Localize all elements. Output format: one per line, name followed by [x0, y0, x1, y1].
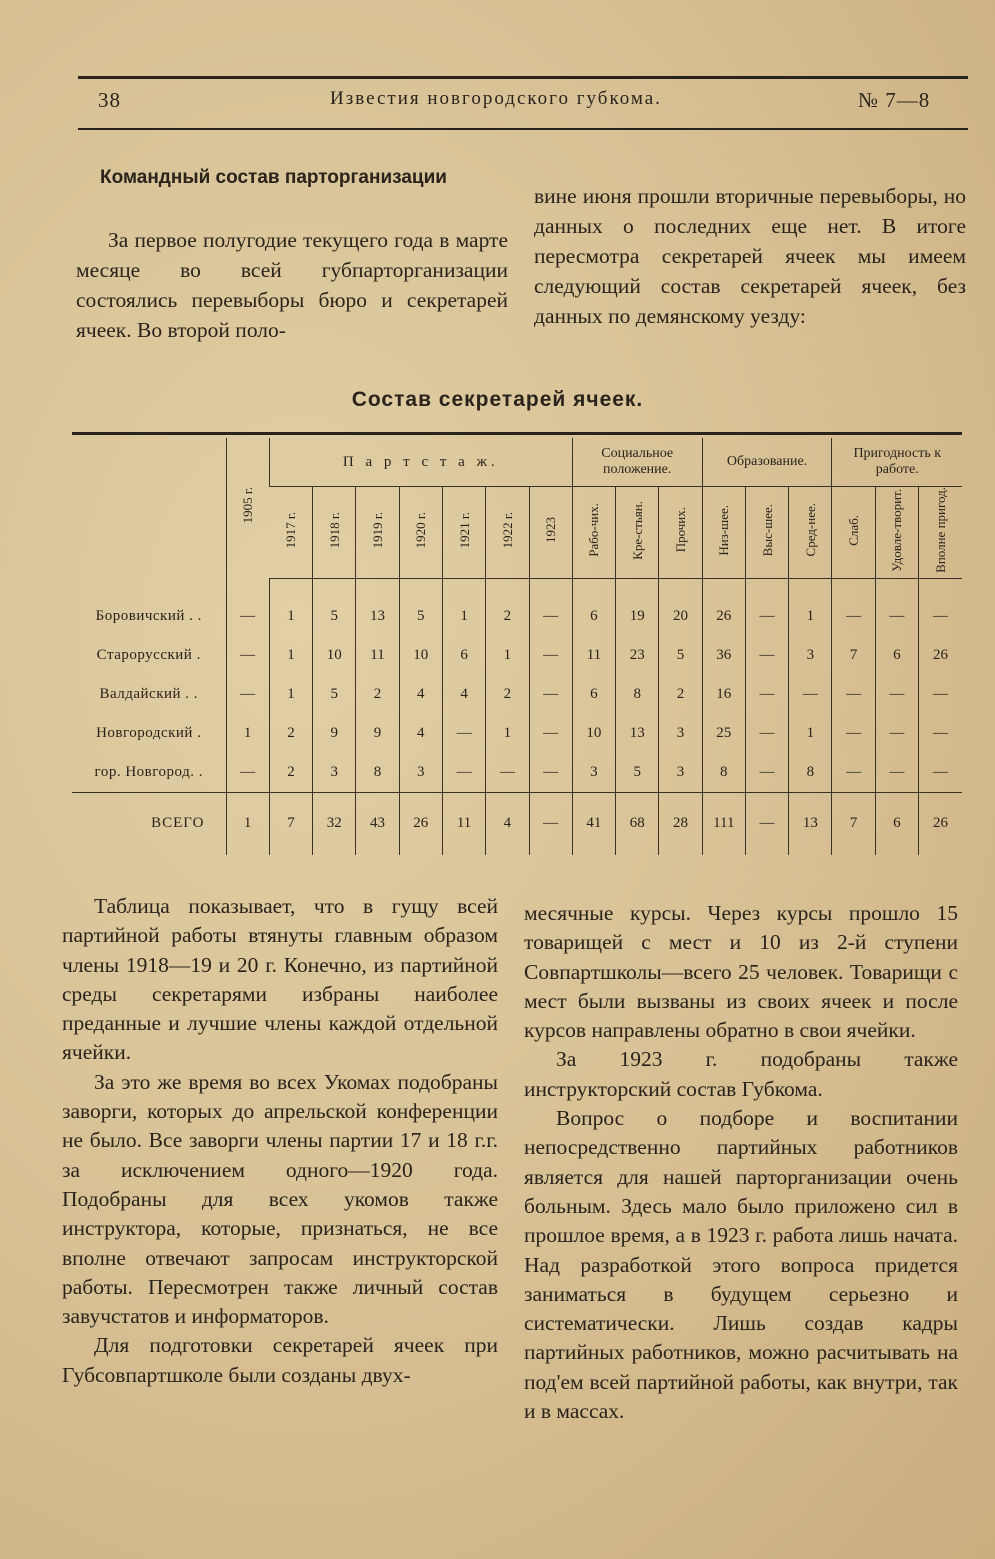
row-label: Новгородский .	[96, 724, 202, 741]
table-cell: 2	[356, 675, 399, 714]
column-header: 1923	[529, 487, 572, 579]
table-cell: 1	[486, 714, 529, 753]
intro-left-column	[76, 225, 508, 345]
table-cell: 8	[616, 675, 659, 714]
row-label: Боровичский . .	[95, 607, 202, 624]
table-cell: 4	[399, 675, 442, 714]
column-header: Низ-шее.	[702, 487, 745, 579]
column-header: Вполне пригод.	[919, 487, 962, 579]
table-cell: —	[919, 753, 962, 793]
group-header-fitness: Пригодность к работе.	[832, 438, 962, 487]
table-cell: —	[226, 675, 269, 714]
table-cell: 16	[702, 675, 745, 714]
table-cell: 2	[486, 675, 529, 714]
total-cell: —	[529, 792, 572, 855]
row-label-header	[72, 438, 226, 578]
table-cell: 5	[313, 578, 356, 636]
table-cell: —	[529, 714, 572, 753]
column-header: Удовле-творит.	[875, 487, 918, 579]
table-row	[72, 675, 962, 714]
column-header: Слаб.	[832, 487, 875, 579]
total-cell: 4	[486, 792, 529, 855]
column-header: Выс-шее.	[745, 487, 788, 579]
table-cell: 8	[356, 753, 399, 793]
table-cell: —	[529, 675, 572, 714]
table-cell: 2	[659, 675, 702, 714]
intro-right-paragraph: вине июня прошли вторичные перевыборы, но данных о последних еще нет. В итоге пересмотра секретарей ячеек мы имеем следующий состав секретарей ячеек, без данных по демянскому уезду:	[534, 184, 966, 328]
column-header: 1905 г.	[226, 438, 269, 578]
column-header: Кре-стьян.	[616, 487, 659, 579]
table-cell: —	[529, 636, 572, 675]
table-cell: —	[745, 578, 788, 636]
table-cell: 7	[832, 636, 875, 675]
table-cell: —	[745, 675, 788, 714]
table-cell: —	[789, 675, 832, 714]
table-cell: 2	[269, 714, 312, 753]
table-cell: 23	[616, 636, 659, 675]
table-cell: 6	[572, 578, 615, 636]
table-cell: —	[875, 753, 918, 793]
table-cell: —	[832, 714, 875, 753]
table-cell: 8	[702, 753, 745, 793]
table-cell: 20	[659, 578, 702, 636]
body-paragraph: Таблица показывает, что в гущу всей партийной работы втянуты главным образом члены 1918—19 и 20 г. Конечно, из партийной среды секретарями избраны наиболее преданные и лучшие члены каждой отдельной ячейки.	[62, 894, 498, 1065]
table-cell: 3	[399, 753, 442, 793]
column-header: Рабо-чих.	[572, 487, 615, 579]
table-cell: —	[919, 714, 962, 753]
table-row	[72, 578, 962, 636]
body-paragraph: Для подготовки секретарей ячеек при Губсовпартшколе были созданы двух-	[62, 1333, 498, 1387]
total-cell: 28	[659, 792, 702, 855]
table-cell: 1	[226, 714, 269, 753]
table-cell: —	[919, 578, 962, 636]
issue-number: № 7—8	[858, 88, 931, 112]
column-header: Прочих.	[659, 487, 702, 579]
table-cell: —	[442, 753, 485, 793]
table-cell: —	[875, 714, 918, 753]
total-cell: —	[745, 792, 788, 855]
column-header: 1918 г.	[313, 487, 356, 579]
table-cell: 36	[702, 636, 745, 675]
header-bottom-rule	[78, 128, 968, 130]
table-cell: 19	[616, 578, 659, 636]
table-cell: 3	[659, 714, 702, 753]
table-row	[72, 636, 962, 675]
total-cell: 7	[269, 792, 312, 855]
table-cell: 13	[356, 578, 399, 636]
table-cell: —	[529, 753, 572, 793]
table-row	[72, 714, 962, 753]
table-cell: —	[832, 753, 875, 793]
group-header-social: Социальное положение.	[572, 438, 702, 487]
total-cell: 7	[832, 792, 875, 855]
body-paragraph: Вопрос о подборе и воспитании непосредственно партийных работников является для нашей парторганизации очень больным. Здесь мало было приложено сил в прошлое время, а в 1923 г. работа лишь начата. Над разработкой этого вопроса придется заниматься в будущем серьезно и систематически. Лишь создав кадры партийных работников, можно расчитывать на под'ем всей партийной работы, как внутри, так и в массах.	[524, 1106, 958, 1424]
table-total-row	[72, 792, 962, 855]
table-cell: 1	[789, 578, 832, 636]
row-label: Старорусский .	[96, 646, 201, 663]
total-cell: 13	[789, 792, 832, 855]
table-cell: 6	[442, 636, 485, 675]
intro-right-column	[534, 181, 966, 331]
table-cell: 2	[269, 753, 312, 793]
table-title: Состав секретарей ячеек.	[351, 388, 644, 411]
table-cell: 3	[313, 753, 356, 793]
body-paragraph: За это же время во всех Укомах подобраны заворги, которых до апрельской конференции не было. Все заворги члены партии 17 и 18 г.г. за исключением одного—1920 года. Подобраны для всех укомов также инструктора, которые, признаться, не все вполне отвечают запросам инструкторской работы. Пересмотрен также личный состав завучстатов и информаторов.	[62, 1069, 498, 1329]
total-cell: 6	[875, 792, 918, 855]
table-row	[72, 753, 962, 793]
table-cell: 4	[399, 714, 442, 753]
table-cell: —	[486, 753, 529, 793]
table-cell: 1	[269, 636, 312, 675]
table-cell: 5	[399, 578, 442, 636]
total-cell: 68	[616, 792, 659, 855]
total-cell: 111	[702, 792, 745, 855]
table-cell: 13	[616, 714, 659, 753]
table-cell: —	[875, 578, 918, 636]
table-cell: 1	[789, 714, 832, 753]
table-cell: 9	[356, 714, 399, 753]
table-cell: 25	[702, 714, 745, 753]
column-header: 1922 г.	[486, 487, 529, 579]
group-header-partstazh: П а р т с т а ж.	[269, 438, 572, 487]
row-label: Валдайский . .	[99, 685, 199, 702]
column-header: Сред-нее.	[789, 487, 832, 579]
table-cell: 3	[659, 753, 702, 793]
table-cell: 3	[789, 636, 832, 675]
secretaries-table	[72, 438, 962, 855]
table-cell: 5	[313, 675, 356, 714]
row-label: гор. Новгород. .	[94, 763, 203, 780]
total-cell: 43	[356, 792, 399, 855]
table-cell: —	[226, 753, 269, 793]
table-cell: 4	[442, 675, 485, 714]
table-cell: 10	[572, 714, 615, 753]
table-cell: 10	[399, 636, 442, 675]
table-cell: —	[226, 636, 269, 675]
table-cell: —	[875, 675, 918, 714]
table-cell: 11	[356, 636, 399, 675]
table-cell: —	[745, 636, 788, 675]
column-header: 1921 г.	[442, 487, 485, 579]
table-cell: —	[745, 753, 788, 793]
total-cell: 1	[226, 792, 269, 855]
total-cell: 26	[399, 792, 442, 855]
column-header: 1919 г.	[356, 487, 399, 579]
table-cell: 5	[659, 636, 702, 675]
table-cell: 26	[702, 578, 745, 636]
table-cell: —	[919, 675, 962, 714]
column-header: 1917 г.	[269, 487, 312, 579]
table-top-rule	[72, 432, 962, 435]
table-cell: 10	[313, 636, 356, 675]
table-cell: 1	[269, 675, 312, 714]
table-cell: 26	[919, 636, 962, 675]
table-cell: —	[529, 578, 572, 636]
table-cell: 11	[572, 636, 615, 675]
header-top-rule	[78, 76, 968, 79]
table-cell: 1	[269, 578, 312, 636]
table-cell: —	[226, 578, 269, 636]
total-cell: 32	[313, 792, 356, 855]
section-title: Командный состав парторганизации	[100, 167, 447, 188]
table-cell: —	[442, 714, 485, 753]
body-right-column	[524, 899, 958, 1426]
table-cell: 5	[616, 753, 659, 793]
total-cell: 11	[442, 792, 485, 855]
table-cell: 8	[789, 753, 832, 793]
table-cell: 6	[875, 636, 918, 675]
intro-left-paragraph: За первое полугодие текущего года в марте месяце во всей губпарторганизации состоялись перевыборы бюро и секретарей ячеек. Во второй поло-	[76, 228, 508, 342]
table-cell: —	[745, 714, 788, 753]
table-cell: 6	[572, 675, 615, 714]
page-number: 38	[98, 88, 121, 112]
body-left-column	[62, 892, 498, 1390]
table-cell: 9	[313, 714, 356, 753]
table-cell: —	[832, 675, 875, 714]
table-cell: 3	[572, 753, 615, 793]
table-cell: 1	[486, 636, 529, 675]
total-cell: 41	[572, 792, 615, 855]
total-label: ВСЕГО	[72, 792, 226, 855]
table-cell: —	[832, 578, 875, 636]
total-cell: 26	[919, 792, 962, 855]
table-cell: 2	[486, 578, 529, 636]
body-paragraph: За 1923 г. подобраны также инструкторский состав Губкома.	[524, 1047, 958, 1101]
table-cell: 1	[442, 578, 485, 636]
body-paragraph: месячные курсы. Через курсы прошло 15 товарищей с мест и 10 из 2-й ступени Совпартшколы—всего 25 человек. Товарищи с мест были вызваны из своих ячеек и после курсов направлены обратно в свои ячейки.	[524, 901, 958, 1043]
journal-title: Известия новгородского губкома.	[330, 88, 662, 109]
group-header-education: Образование.	[702, 438, 832, 487]
column-header: 1920 г.	[399, 487, 442, 579]
